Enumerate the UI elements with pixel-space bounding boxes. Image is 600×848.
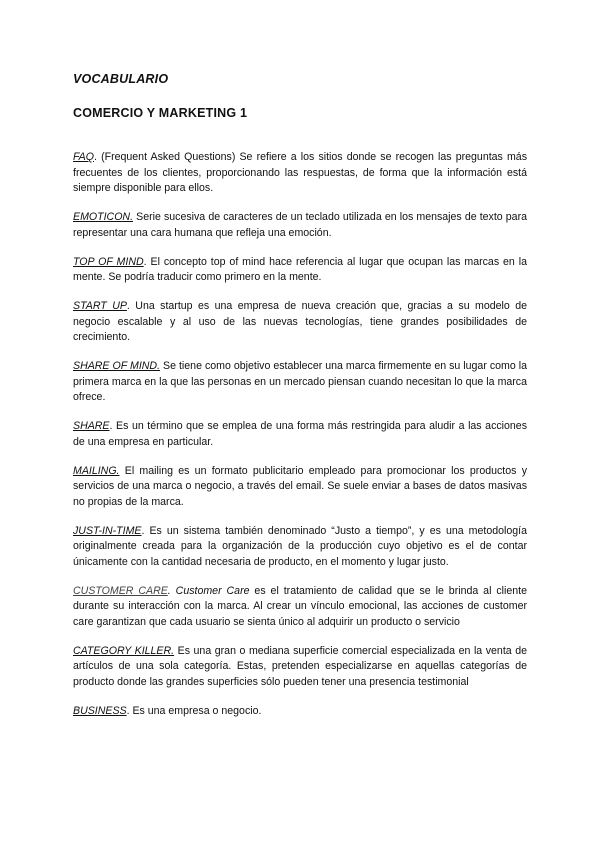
entry-term: SHARE [73, 420, 110, 432]
entry-term: START UP [73, 300, 127, 312]
entry-share [73, 419, 527, 450]
entry-term: CUSTOMER CARE [73, 584, 168, 597]
entry-top-of-mind [73, 255, 527, 286]
entry-definition: es el tratamiento de calidad que se le brinda al cliente durante su interacción con la marca. Al crear un vínculo emocional, las acciones de customer care garantizan que cada usuario se sienta único al adquirir un producto o servicio [73, 584, 527, 628]
entry-emphasis: . Customer Care [167, 584, 250, 597]
entry-definition: Serie sucesiva de caracteres de un teclado utilizada en los mensajes de texto para representar una cara humana que refleja una emoción. [73, 211, 527, 239]
entry-business [73, 704, 527, 720]
entry-term: MAILING. [73, 464, 120, 477]
entry-definition: El mailing es un formato publicitario empleado para promocionar los productos y servicios de una marca o negocio, a través del email. Se suele enviar a bases de datos masivas no propias de la marca. [73, 464, 527, 508]
entry-term: TOP OF MIND [73, 255, 144, 268]
entry-term: BUSINESS [73, 704, 127, 717]
entry-definition: . (Frequent Asked Questions) Se refiere a los sitios donde se recogen las preguntas más frecuentes de los clientes, proporcionando las respuestas, de forma que la información está siempre disponible para ellos. [73, 151, 527, 194]
vocabulary-list [73, 150, 527, 733]
entry-definition: . Es un sistema también denominado “Justo a tiempo”, y es una metodología originalmente creada para la organización de la producción cuyo objetivo es el de contar únicamente con la cantidad necesaria de producto, en el momento y lugar justo. [73, 524, 527, 568]
entry-term: CATEGORY KILLER. [73, 644, 175, 657]
entry-start-up [73, 299, 527, 346]
entry-just-in-time [73, 524, 527, 571]
document-subtitle: COMERCIO Y MARKETING 1 [73, 106, 248, 120]
entry-emoticon [73, 210, 527, 241]
entry-term: EMOTICON. [73, 211, 134, 223]
entry-definition: Se tiene como objetivo establecer una marca firmemente en su lugar como la primera marca en la que las personas en un mercado piensan cuando necesitan lo que la marca ofrece. [73, 360, 527, 403]
entry-share-of-mind [73, 359, 527, 406]
entry-definition: . Es un término que se emplea de una forma más restringida para aludir a las acciones de una empresa en particular. [73, 420, 527, 448]
entry-definition: . Una startup es una empresa de nueva creación que, gracias a su modelo de negocio escalable y al uso de las nuevas tecnologías, tiene grandes posibilidades de crecimiento. [73, 300, 527, 343]
entry-definition: Es una gran o mediana superficie comercial especializada en la venta de artículos de una sola categoría. Estas, pretenden especializarse en aquellas categorías de producto donde las grandes superficies sólo pueden tener una presencia testimonial [73, 644, 527, 688]
entry-customer-care [73, 584, 527, 631]
entry-definition: . El concepto top of mind hace referencia al lugar que ocupan las marcas en la mente. Se podría traducir como primero en la mente. [73, 255, 527, 283]
entry-term: SHARE OF MIND. [73, 360, 161, 372]
entry-faq [73, 150, 527, 197]
entry-mailing [73, 464, 527, 511]
entry-term: FAQ [73, 151, 94, 163]
entry-category-killer [73, 644, 527, 691]
entry-definition: . Es una empresa o negocio. [126, 704, 262, 717]
document-title: VOCABULARIO [73, 72, 169, 86]
entry-term: JUST-IN-TIME [73, 524, 142, 537]
